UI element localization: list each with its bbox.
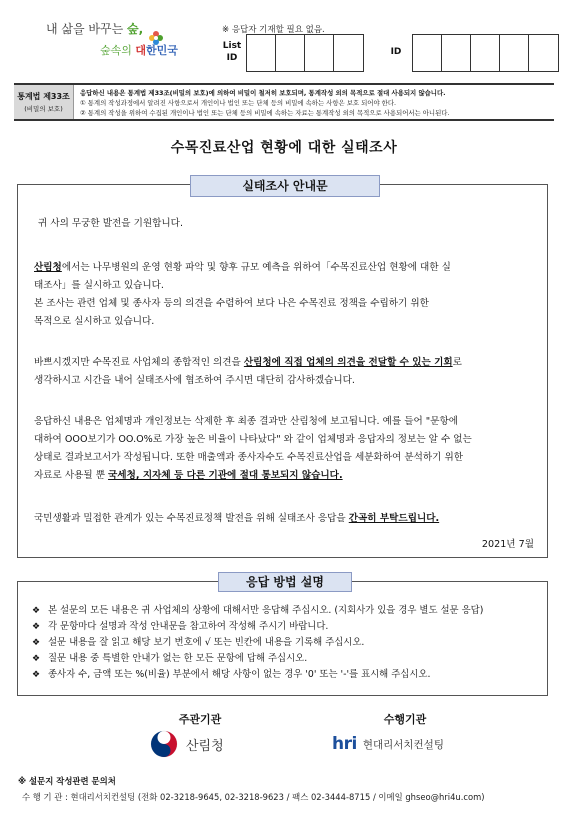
list-item: ❖ 본 설문의 모든 내용은 귀 사업체의 상황에 대해서만 응답해 주십시오. (지회사가 있을 경우 별도 설문 응답) — [32, 603, 532, 619]
guide-paragraph-3: 바쁘시겠지만 수목진료 사업체의 종합적인 의견을 산림청에 직접 업체의 의견을 전달할 수 있는 기회로 생각하시고 시간을 내어 실태조사에 협조하여 주시면 대단히 감사하겠습니다. — [34, 357, 462, 386]
legal-notice — [14, 83, 554, 121]
executor-label: 수행기관 — [383, 713, 427, 726]
guide-paragraph-5: 국민생활과 밀접한 관계가 있는 수목진료정책 발전을 위해 실태조사 응답을 간곡히 부탁드립니다. — [34, 513, 440, 524]
id-label: ID — [390, 47, 402, 57]
bullet-icon: ❖ — [32, 638, 41, 648]
list-item: ❖ 종사자 수, 금액 또는 %(비율) 부분에서 해당 사항이 없는 경우 '0' 또는 '-'를 표시해 주십시오. — [32, 667, 532, 683]
list-id-boxes[interactable] — [246, 34, 364, 72]
list-item: ❖ 질문 내용 중 특별한 안내가 없는 한 모든 문항에 답해 주십시오. — [32, 651, 532, 667]
legal-notice-label: 통계법 제33조 (비밀의 보호) — [14, 85, 74, 119]
guide-date: 2021년 7월 — [481, 539, 534, 550]
host-organization: 산림청 — [150, 730, 224, 758]
slogan-line-2: 숲속의 대한민국 — [100, 44, 178, 57]
method-list — [32, 603, 532, 683]
respondent-note: ※ 응답자 기재할 필요 없음. — [222, 25, 325, 35]
list-item: ❖ 설문 내용을 잘 읽고 해당 보기 번호에 √ 또는 빈칸에 내용을 기록해 주십시오. — [32, 635, 532, 651]
bullet-icon: ❖ — [32, 670, 41, 680]
host-label: 주관기관 — [178, 713, 222, 726]
guide-greeting: 귀 사의 무궁한 발전을 기원합니다. — [38, 218, 183, 229]
contact-line: 수 행 기 관 : 현대리서치컨설팅 (전화 02-3218-9645, 02-3218-9623 / 팩스 02-3444-8715 / 이메일 ghseo@hri4u.com) — [22, 792, 485, 802]
method-header: 응답 방법 설명 — [218, 572, 352, 592]
bullet-icon: ❖ — [32, 622, 41, 632]
list-item: ❖ 각 문항마다 설명과 작성 안내문을 참고하여 작성해 주시기 바랍니다. — [32, 619, 532, 635]
slogan-line-1: 내 삶을 바꾸는 숲, — [46, 22, 144, 36]
korea-government-emblem-icon — [150, 730, 178, 758]
guide-header: 실태조사 안내문 — [190, 175, 380, 197]
legal-notice-text: 응답하신 내용은 통계법 제33조(비밀의 보호)에 의하여 비밀이 철저히 보호되며, 통계작성 외의 목적으로 절대 사용되지 않습니다. ① 통계의 작성과정에서 알려진 사항으로서 개인이나 법인 또는 단체 등의 비밀에 속하는 사항은 보호 되어야 한다. ② 통계의 작성을 위하여 수집된 개인이나 법인 또는 단체 등의 비밀에 속하는 자료는 통계작성 외의 목적으로 사용되어서는 아니된다. — [80, 89, 450, 117]
hri-logo: hri — [332, 734, 357, 754]
guide-paragraph-2: 본 조사는 관련 업체 및 종사자 등의 의견을 수렴하여 보다 나은 수목진료 정책을 수립하기 위한 목적으로 실시하고 있습니다. — [34, 298, 429, 327]
id-boxes[interactable] — [412, 34, 559, 72]
list-id-label: List ID — [222, 41, 242, 63]
guide-paragraph-4: 응답하신 내용은 업체명과 개인정보는 삭제한 후 최종 결과만 산림청에 보고됩니다. 예를 들어 "문항에 대하여 OOO보기가 OO.O%로 가장 높은 비율이 나타났다" 와 같이 업체명과 응답자의 정보는 알 수 없는 상태로 결과보고서가 작성됩니다. 또한 매출액과 종사자수도 수목진료산업을 세분화하여 분석하기 위한 자료로 사용될 뿐 국세청, 지자체 등 다른 기관에 절대 통보되지 않습니다. — [34, 416, 472, 481]
executor-organization: hri 현대리서치컨설팅 — [332, 734, 444, 754]
contact-title: ※ 설문지 작성관련 문의처 — [18, 776, 116, 786]
bullet-icon: ❖ — [32, 606, 41, 616]
page-title: 수목진료산업 현황에 대한 실태조사 — [170, 140, 398, 156]
bullet-icon: ❖ — [32, 654, 41, 664]
guide-paragraph-1: 산림청에서는 나무병원의 운영 현황 파악 및 향후 규모 예측을 위하여「수목진료산업 현황에 대한 실 태조사」를 실시하고 있습니다. — [34, 262, 451, 291]
